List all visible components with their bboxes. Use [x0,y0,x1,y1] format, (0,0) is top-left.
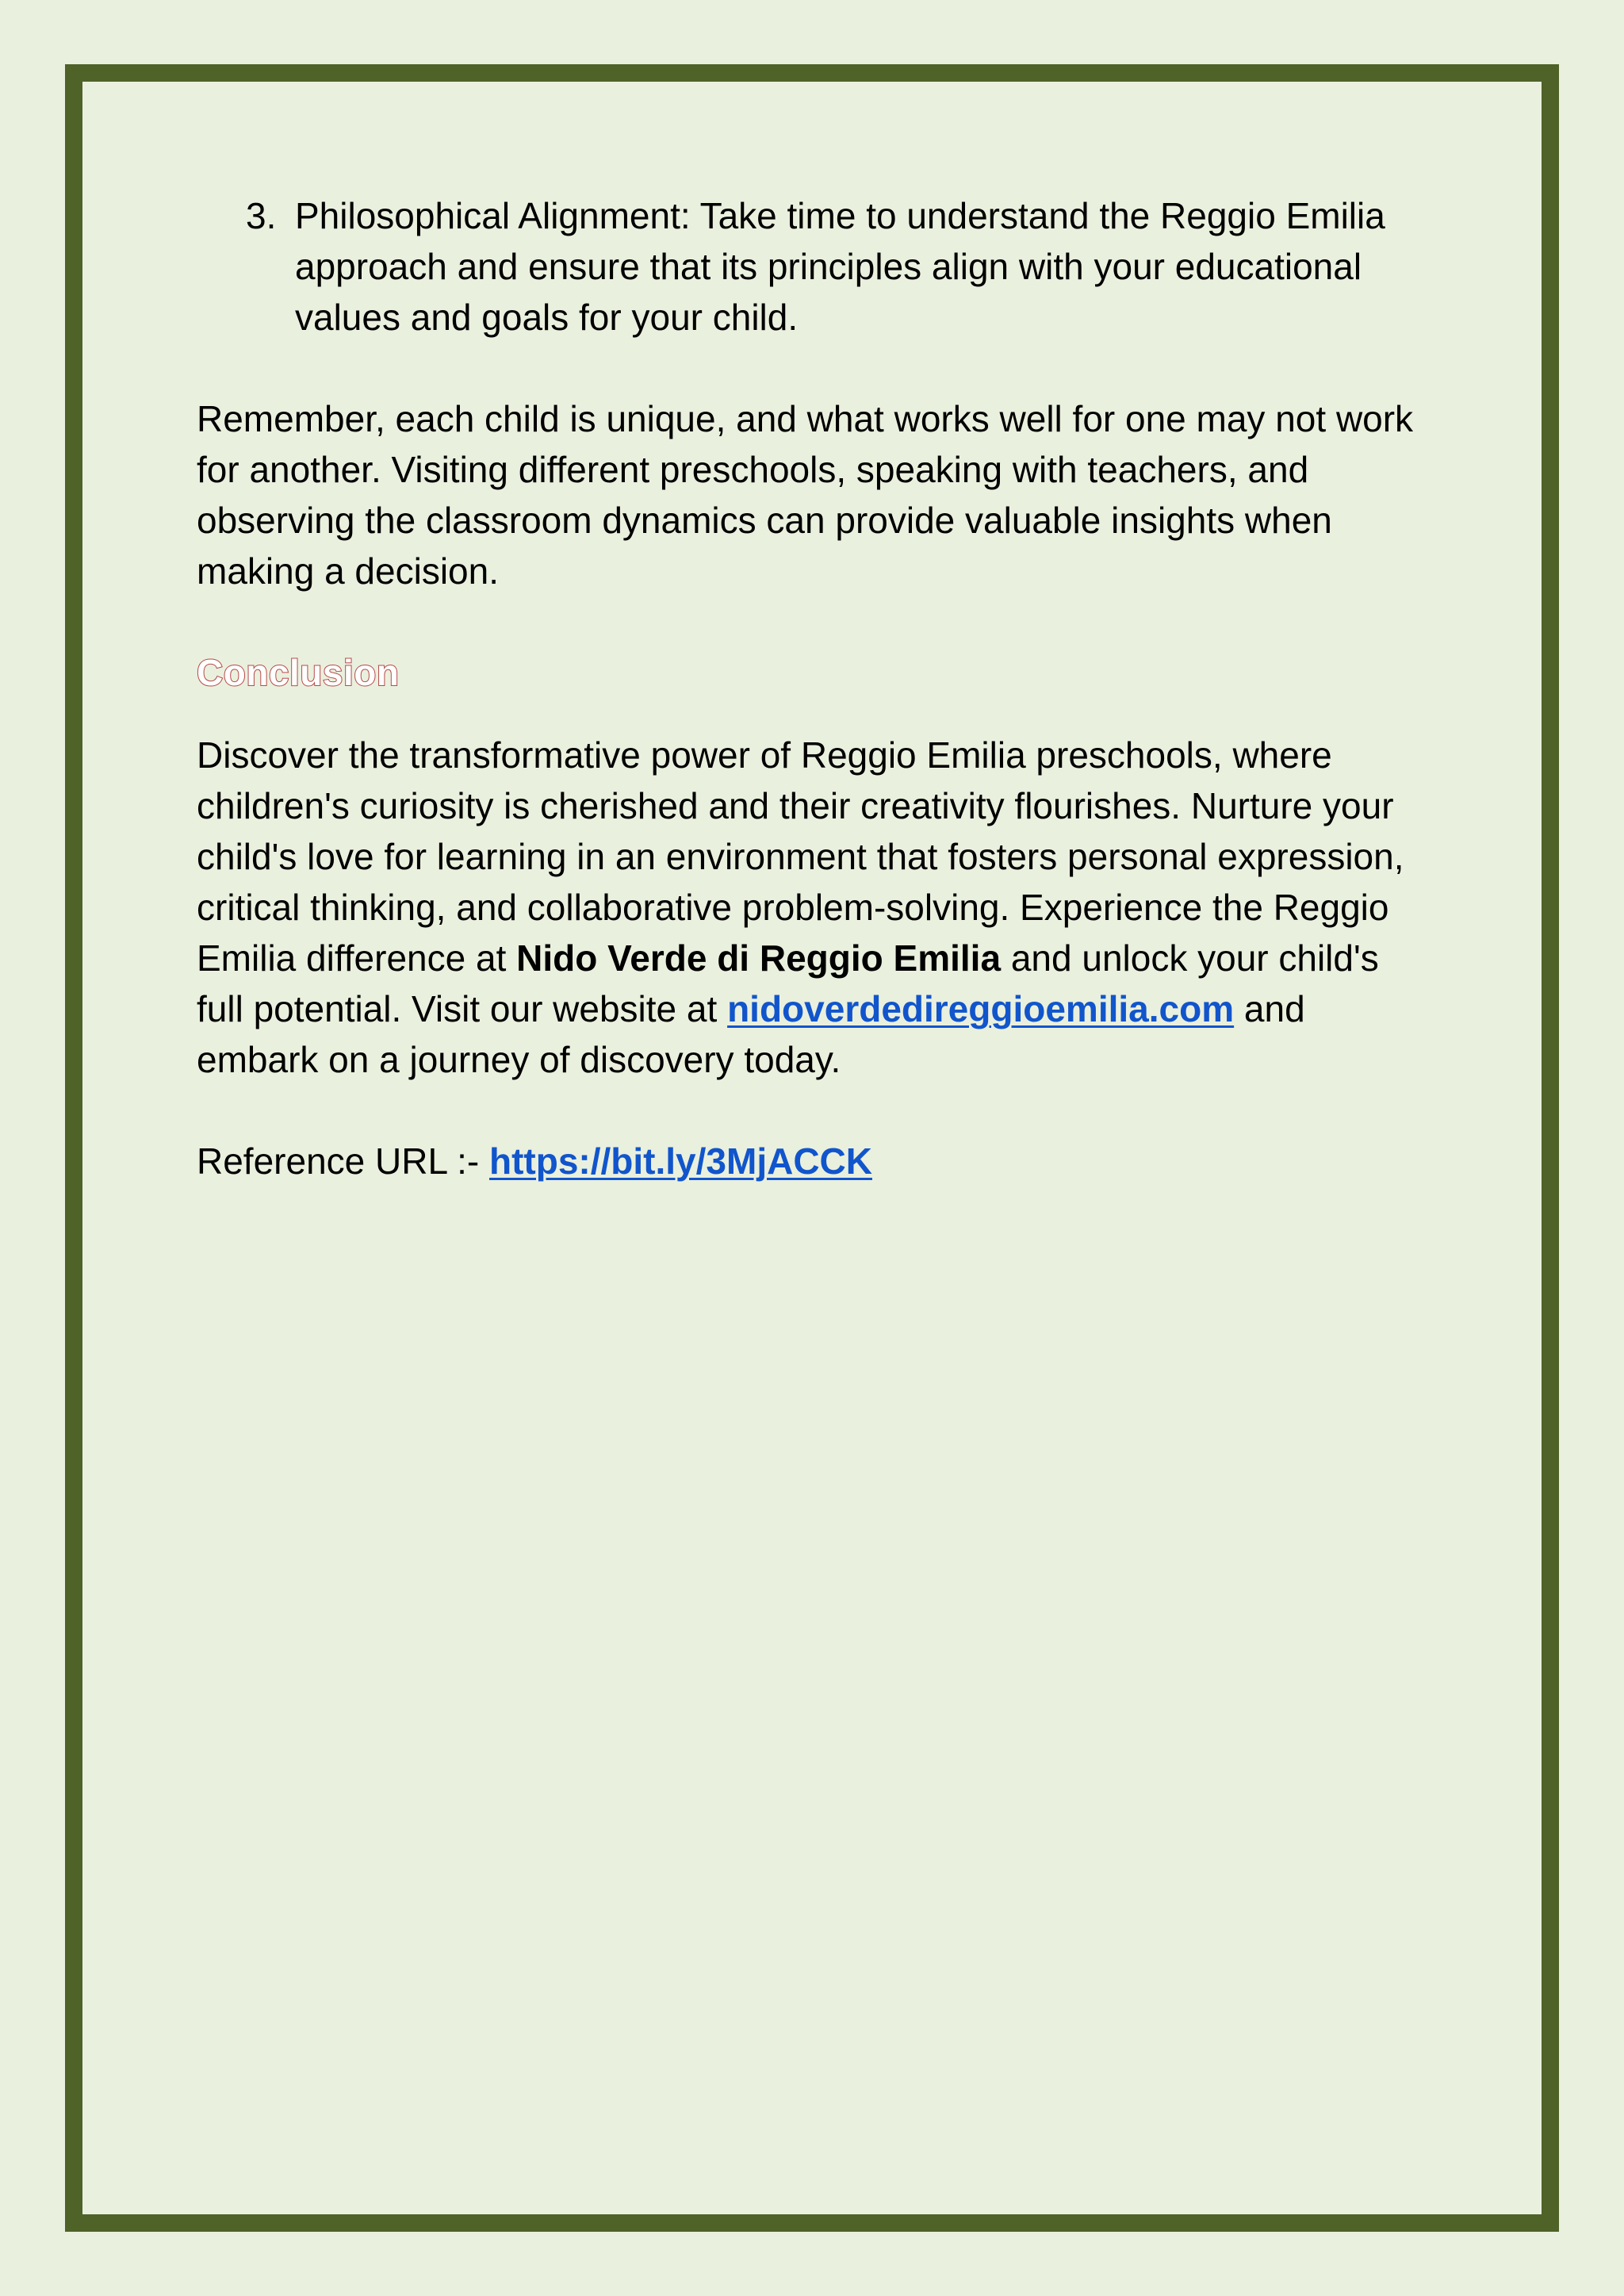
document-content [197,190,1418,1237]
remember-paragraph: Remember, each child is unique, and what works well for one may not work for another. Visiting different preschools, speaking with teachers, and observing the classroom dynamics can provide valuable insights when making a decision. [197,398,1414,592]
preschool-name: Nido Verde di Reggio Emilia [516,937,1002,979]
reference-url-link[interactable]: https://bit.ly/3MjACCK [489,1140,872,1182]
numbered-list-item [197,190,1418,343]
website-link[interactable]: nidoverdedireggioemilia.com [727,988,1235,1029]
conclusion-text-middle: and unlock your child's full potential. Visit our website at [197,937,1379,1029]
reference-line [197,1136,1418,1186]
conclusion-paragraph [197,730,1418,1085]
conclusion-heading: Conclusion [197,652,400,693]
conclusion-text-start: Discover the transformative power of Reggio Emilia preschools, where children's curiosity is cherished and their creativity flourishes. Nurture your child's love for learning in an environment that fosters personal expression, critical thinking, and collaborative problem-solving. Experience the Reggio Emilia difference at [197,734,1404,979]
list-number: 3. [246,195,277,236]
conclusion-text-end: and embark on a journey of discovery today. [197,988,1305,1080]
reference-label: Reference URL :- [197,1140,489,1182]
list-item-text: Philosophical Alignment: Take time to understand the Reggio Emilia approach and ensure that its principles align with your educational values and goals for your child. [295,195,1385,338]
